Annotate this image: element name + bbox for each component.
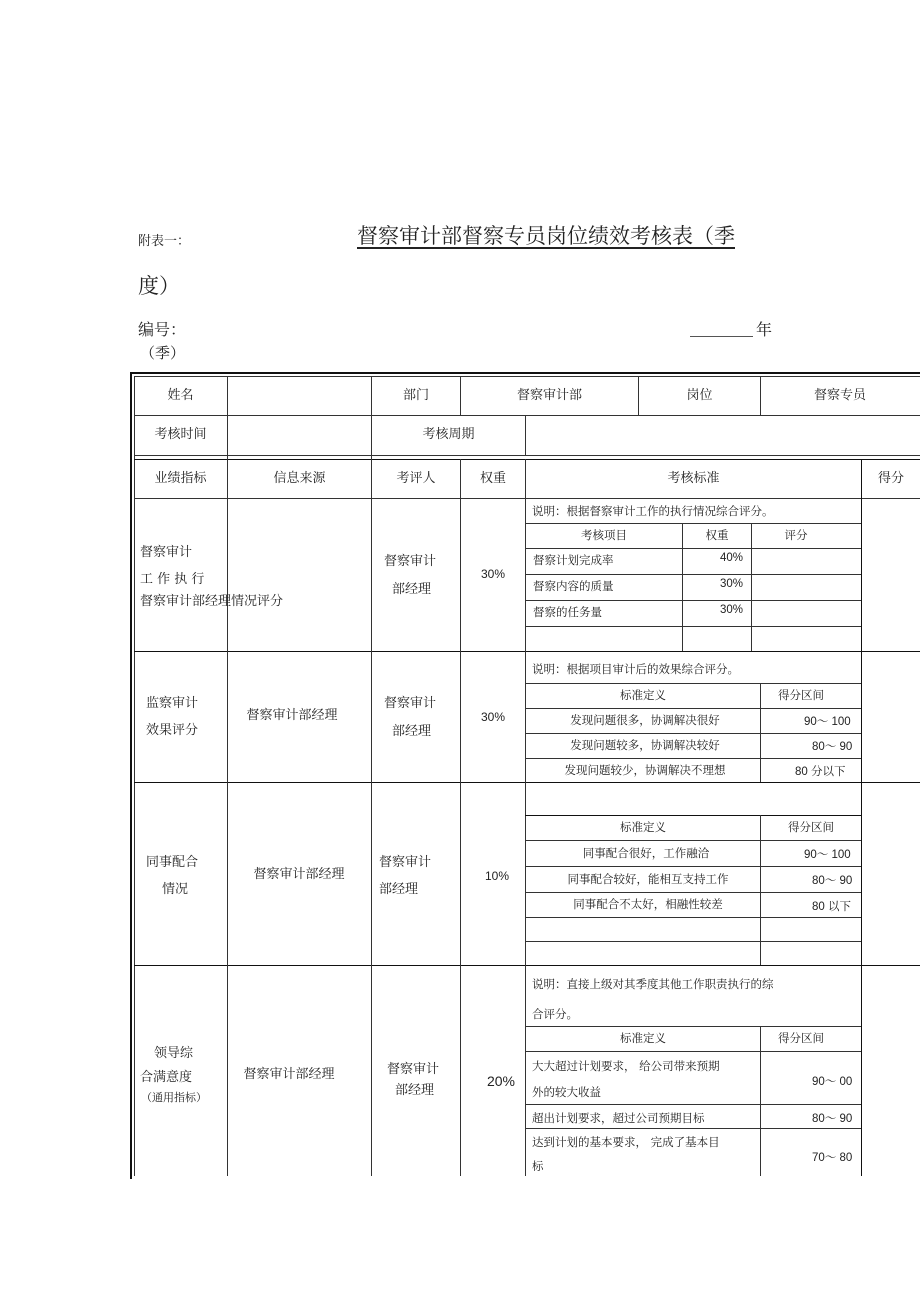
indicator-line: 监察审计 [146,696,199,711]
standard-def: 同事配合不太好，相融性较差 [573,897,723,912]
standard-def: 超出计划要求，超过公司预期目标 [532,1111,705,1125]
sub-row-line [525,574,861,575]
indicator-line: 督察审计 [140,545,193,560]
standard-note: 合评分。 [532,1007,578,1021]
row-line [134,965,920,966]
evaluator-line: 部经理 [379,882,419,897]
score-range: 80～ 90 [812,741,853,753]
standard-note: 说明：根据项目审计后的效果综合评分。 [532,662,739,676]
season-label: （季） [140,344,186,362]
item-name: 督察内容的质量 [533,579,614,593]
item-weight: 30% [720,604,744,616]
standard-note: 说明：直接上级对其季度其他工作职责执行的综 [532,977,774,991]
col-header-score: 得分 [877,470,904,486]
sub-row-line [525,600,861,601]
weight-value: 30% [480,709,506,724]
score-range: 80 分以下 [795,766,846,778]
score-range: 90～ 100 [804,849,851,861]
row-line [134,498,920,499]
name-field[interactable] [228,377,371,415]
sub-row-line [525,1104,861,1105]
item-name: 督察计划完成率 [533,553,614,567]
evaluator-line: 部经理 [392,724,432,739]
post-label: 岗位 [686,387,713,403]
sub-header: 得分区间 [778,1031,824,1046]
row-line [134,455,920,456]
sub-header: 考核项目 [581,528,627,543]
row-line [134,651,920,652]
indicator-line: （通用指标） [141,1091,207,1104]
col-header-standard: 考核标准 [667,470,720,486]
sub-header: 得分区间 [788,820,834,835]
score-range: 80～ 90 [812,875,853,887]
item-weight: 30% [720,578,744,590]
item-name: 督察的任务量 [533,605,602,619]
score-range: 90～ 100 [804,716,851,728]
evaluator-line: 督察审计 [379,855,432,870]
time-label: 考核时间 [154,427,207,443]
sub-header: 评分 [784,528,808,543]
evaluator-line: 部经理 [392,582,432,597]
row-line [134,782,920,783]
standard-def: 发现问题较多，协调解决较好 [570,738,720,753]
col-header-indicator: 业绩指标 [154,470,207,486]
dept-value: 督察审计部 [516,387,582,403]
sub-header: 标准定义 [620,820,666,835]
form-title: 督察审计部督察专员岗位绩效考核表（季 [357,224,735,248]
source-value: 督察审计部经理 [246,707,338,723]
sub-header: 权重 [705,528,729,543]
sub-row-line [525,917,861,918]
appendix-label: 附表一： [138,234,191,249]
sub-header: 得分区间 [778,688,824,703]
sub-row-line [525,626,861,627]
source-value: 督察审计部经理 [253,866,345,882]
standard-def: 标 [532,1159,544,1173]
evaluator-line: 督察审计 [387,1062,440,1077]
item-weight: 40% [720,552,744,564]
form-title-continued: 度） [138,274,180,298]
indicator-line: 效果评分 [146,723,199,738]
sub-header: 标准定义 [620,688,666,703]
standard-def: 同事配合较好，能相互支持工作 [567,871,729,886]
sub-header: 标准定义 [620,1031,666,1046]
year-label: 年 [756,320,773,339]
sub-row-line [525,941,861,942]
dept-label: 部门 [402,387,429,403]
period-field[interactable] [526,416,919,455]
col-header-source: 信息来源 [273,470,326,486]
indicator-line: 工 作 执 行 [140,572,205,587]
evaluator-line: 督察审计 [384,696,437,711]
weight-value: 30% [480,566,506,581]
weight-value: 20% [486,1072,516,1089]
number-label: 编号： [138,320,187,339]
standard-def: 大大超过计划要求， 给公司带来预期 [532,1059,720,1073]
sub-row-line [525,1128,861,1129]
score-range: 90～ 00 [812,1076,853,1088]
evaluator-line: 部经理 [395,1083,435,1098]
standard-def: 达到计划的基本要求， 完成了基本目 [532,1135,720,1149]
year-blank-line[interactable] [690,316,753,337]
score-range: 80～ 90 [812,1113,853,1125]
score-range: 70～ 80 [812,1152,853,1164]
indicator-line: 领导综 [154,1046,194,1061]
score-range: 80 以下 [812,901,851,913]
col-header-evaluator: 考评人 [396,470,436,486]
evaluator-line: 督察审计 [384,554,437,569]
post-value: 督察专员 [813,387,866,403]
time-field[interactable] [228,416,371,455]
standard-def: 发现问题较少，协调解决不理想 [564,762,726,777]
period-label: 考核周期 [422,427,475,443]
indicator-line: 同事配合 [146,855,199,870]
standard-note: 说明：根据督察审计工作的执行情况综合评分。 [532,504,774,518]
col-line [861,459,862,1176]
sub-row-line [525,1051,861,1052]
standard-def: 外的较大收益 [532,1085,601,1099]
weight-value: 10% [484,868,510,883]
col-header-weight: 权重 [479,470,506,486]
standard-def: 同事配合很好，工作融洽 [582,845,710,860]
name-label: 姓名 [167,387,194,403]
indicator-line: 督察审计部经理情况评分 [140,594,284,609]
indicator-line: 情况 [162,882,189,897]
sub-row-line [525,548,861,549]
standard-def: 发现问题很多，协调解决很好 [570,713,720,728]
source-value: 督察审计部经理 [243,1066,335,1082]
indicator-line: 合满意度 [140,1070,193,1085]
